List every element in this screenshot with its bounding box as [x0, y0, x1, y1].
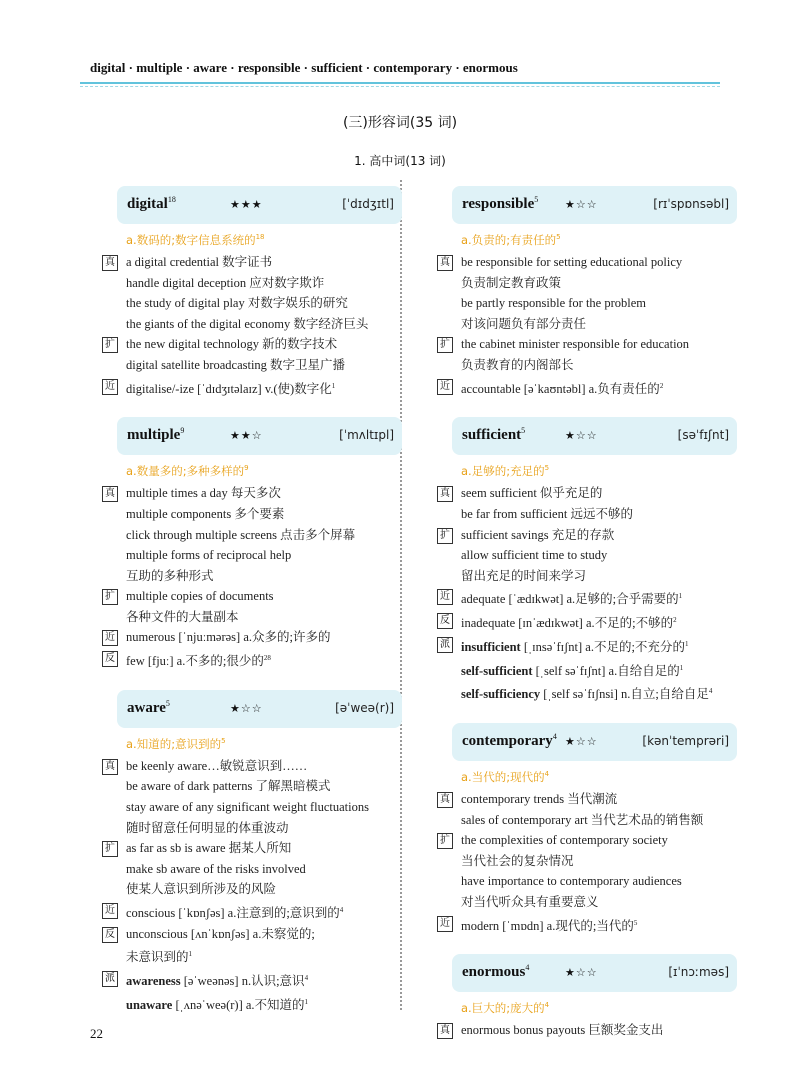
category-tag: 近 [102, 379, 118, 395]
word-card [452, 723, 737, 761]
column-divider [400, 180, 402, 1010]
phonetic: [əˈweə(r)] [335, 700, 394, 715]
example-line: 负责教育的内阁部长 [461, 357, 574, 372]
example-line: 反 few [fjuː] a.不多的;很少的$^{28}$ [102, 648, 387, 672]
category-tag: 近 [437, 379, 453, 395]
category-tag: 派 [437, 637, 453, 653]
word-entry [102, 186, 394, 399]
example-line: 对当代听众具有重要意义 [461, 895, 599, 909]
example-line: 负责制定教育政策 [461, 275, 562, 290]
definition-sup: 4 [544, 770, 550, 779]
word-entry [437, 954, 729, 1041]
example-line: 扩 the cabinet minister responsible for education [437, 334, 722, 355]
example-line: 扩 the complexities of contemporary society [437, 830, 722, 851]
definition-sup: 5 [544, 464, 550, 473]
example-line: 对该问题负有部分责任 [461, 316, 587, 331]
category-tag: 扩 [102, 337, 118, 353]
example-line: multiple components 多个要素 [126, 506, 285, 521]
definition: a.知道的;意识到的$^5$ [126, 736, 226, 751]
example-line: 真 enormous bonus payouts 巨额奖金支出 [437, 1020, 722, 1041]
word-card [117, 417, 402, 455]
running-header: digital · multiple · aware · responsible · sufficient · contemporary · enormous [90, 60, 518, 75]
example-line: 真 contemporary trends 当代潮流 [437, 789, 722, 810]
example-line: click through multiple screens 点击多个屏幕 [126, 527, 356, 542]
example-line: 真 a digital credential 数字证书 [102, 252, 387, 273]
line-sup: 28 [263, 654, 271, 663]
example-line: allow sufficient time to study [461, 548, 608, 563]
line-sup: 4 [304, 974, 309, 983]
derived-word: self-sufficient [461, 663, 533, 678]
line-sup: 1 [678, 592, 683, 601]
example-line: be aware of dark patterns 了解黑暗模式 [126, 779, 331, 794]
example-line: be far from sufficient 远远不够的 [461, 506, 633, 521]
line-sup: 2 [659, 381, 664, 390]
example-line: handle digital deception 应对数字欺诈 [126, 275, 325, 290]
example-line: 近 adequate [ˈædɪkwət] a.足够的;合乎需要的$^1$ [437, 586, 722, 610]
example-line: 真 seem sufficient 似乎充足的 [437, 483, 722, 504]
example-line: the study of digital play 对数字娱乐的研究 [126, 296, 348, 311]
example-line: 近 modern [ˈmɒdn] a.现代的;当代的$^5$ [437, 913, 722, 937]
right-column [437, 186, 729, 1059]
example-line: 扩 the new digital technology 新的数字技术 [102, 334, 387, 355]
example-line: 未意识到的$^1$ [126, 950, 193, 965]
word-entry [437, 417, 729, 705]
category-tag: 反 [102, 927, 118, 943]
definition: a.巨大的;庞大的$^4$ [461, 1001, 550, 1016]
frequency-sup: 4 [552, 732, 557, 742]
frequency-sup: 18 [167, 195, 176, 204]
category-tag: 反 [102, 651, 118, 667]
rating-stars: ★☆☆ [565, 429, 598, 443]
line-sup: 5 [633, 918, 638, 927]
category-tag: 真 [102, 486, 118, 502]
example-line: 派 awareness [əˈweənəs] n.认识;意识$^4$ [102, 968, 387, 992]
rating-stars: ★☆☆ [565, 966, 598, 980]
example-line: sales of contemporary art 当代艺术品的销售额 [461, 812, 704, 827]
rating-stars: ★☆☆ [565, 198, 598, 211]
example-line: 近 numerous [ˈnjuːmərəs] a.众多的;许多的 [102, 627, 387, 648]
definition-sup: 5 [221, 736, 226, 745]
definition: a.当代的;现代的$^4$ [461, 770, 550, 785]
word-entry [102, 417, 394, 672]
category-tag: 真 [437, 1023, 453, 1039]
sub-title: 1. 高中词(13 词) [354, 154, 446, 168]
category-tag: 近 [437, 916, 453, 932]
category-tag: 真 [437, 792, 453, 808]
category-tag: 真 [102, 255, 118, 271]
headword: digital$^{18}$ [127, 195, 176, 212]
category-tag: 扩 [437, 337, 453, 353]
category-tag: 真 [437, 486, 453, 502]
phonetic: [səˈfɪʃnt] [677, 428, 729, 443]
headword: responsible$^5$ [462, 195, 539, 212]
example-line: 当代社会的复杂情况 [461, 853, 574, 868]
rating-stars: ★★★ [230, 198, 263, 211]
line-sup: 1 [304, 997, 309, 1006]
definition-sup: 9 [244, 464, 249, 473]
word-card [117, 690, 402, 728]
example-line: 扩 sufficient savings 充足的存款 [437, 525, 722, 546]
word-card [452, 186, 737, 224]
definition: a.数量多的;多种多样的$^9$ [126, 464, 249, 479]
word-card [452, 954, 737, 992]
frequency-sup: 4 [525, 963, 530, 973]
phonetic: [ˈdɪdʒɪtl] [342, 197, 394, 211]
line-sup: 1 [331, 381, 336, 390]
line-sup: 1 [679, 663, 684, 672]
category-tag: 反 [437, 613, 453, 629]
example-line: 派 insufficient [ˌɪnsəˈfɪʃnt] a.不足的;不充分的$^1$ [437, 634, 722, 658]
category-tag: 真 [437, 255, 453, 271]
example-line: 近 digitalise/-ize [ˈdɪdʒɪtəlaɪz] v.(使)数字化$^1$ [102, 376, 387, 400]
headword: enormous$^4$ [462, 963, 530, 981]
derived-word: awareness [126, 974, 181, 989]
phonetic: [rɪˈspɒnsəbl] [653, 197, 729, 211]
example-line: 真 be responsible for setting educational policy [437, 252, 722, 273]
left-column [102, 186, 394, 1034]
phonetic: [kənˈtemprəri] [642, 734, 729, 749]
example-line: 近 accountable [əˈkaʊntəbl] a.负有责任的$^2$ [437, 376, 722, 400]
category-tag: 近 [102, 630, 118, 646]
header-rule-dashed [80, 86, 720, 87]
line-sup: 1 [188, 950, 193, 959]
page-number: 22 [90, 1026, 103, 1041]
definition-sup: 18 [255, 233, 265, 242]
line-sup: 2 [673, 616, 677, 625]
line-sup: 4 [708, 687, 713, 696]
headword: contemporary$^4$ [462, 732, 557, 750]
example-line: multiple forms of reciprocal help [126, 548, 292, 563]
word-entry [102, 690, 394, 1016]
phonetic: [ɪˈnɔːməs] [668, 965, 729, 980]
example-line: unaware [ˌʌnəˈweə(r)] a.不知道的$^1$ [126, 997, 309, 1012]
derived-word: insufficient [461, 639, 521, 654]
example-line: self-sufficiency [ˌself səˈfɪʃnsi] n.自立;自给自足$^4$ [461, 687, 713, 702]
derived-word: self-sufficiency [461, 687, 541, 702]
section-title: (三)形容词(35 词) [342, 115, 458, 131]
example-line: self-sufficient [ˌself səˈfɪʃnt] a.自给自足的$^1$ [461, 663, 684, 678]
example-line: 使某人意识到所涉及的风险 [126, 882, 277, 897]
category-tag: 扩 [437, 833, 453, 849]
example-line: 真 multiple times a day 每天多次 [102, 483, 387, 504]
example-line: 扩 as far as sb is aware 据某人所知 [102, 838, 387, 859]
word-entry [437, 723, 729, 936]
category-tag: 派 [102, 971, 118, 987]
word-entry [437, 186, 729, 399]
headword: sufficient$^5$ [462, 426, 526, 444]
word-card [452, 417, 737, 455]
headword: aware$^5$ [127, 698, 170, 716]
line-sup: 4 [339, 905, 344, 914]
category-tag: 扩 [437, 528, 453, 544]
example-line: 各种文件的大量副本 [126, 609, 239, 624]
example-line: 互助的多种形式 [126, 568, 214, 583]
rating-stars: ★☆☆ [565, 735, 598, 749]
example-line: 反 unconscious [ʌnˈkɒnʃəs] a.未察觉的; [102, 924, 387, 945]
category-tag: 真 [102, 759, 118, 775]
category-tag: 近 [437, 589, 453, 605]
category-tag: 扩 [102, 841, 118, 857]
rating-stars: ★★☆ [230, 429, 263, 443]
frequency-sup: 9 [180, 426, 185, 436]
example-line: have importance to contemporary audiences [461, 874, 682, 889]
definition: a.负责的;有责任的$^5$ [461, 233, 561, 247]
derived-word: unaware [126, 997, 173, 1012]
example-line: the giants of the digital economy 数字经济巨头 [126, 316, 369, 331]
line-sup: 1 [684, 639, 689, 648]
example-line: 随时留意任何明显的体重波动 [126, 820, 289, 835]
example-line: 真 be keenly aware…敏锐意识到…… [102, 756, 387, 777]
definition-sup: 4 [544, 1001, 550, 1010]
headword: multiple$^9$ [127, 426, 185, 444]
example-line: 反 inadequate [ɪnˈædɪkwət] a.不足的;不够的$^2$ [437, 610, 722, 634]
header-rule [80, 82, 720, 84]
definition-sup: 5 [556, 233, 561, 242]
example-line: 近 conscious [ˈkɒnʃəs] a.注意到的;意识到的$^4$ [102, 900, 387, 924]
example-line: digital satellite broadcasting 数字卫星广播 [126, 357, 346, 372]
frequency-sup: 5 [534, 195, 539, 204]
example-line: be partly responsible for the problem [461, 296, 647, 311]
category-tag: 近 [102, 903, 118, 919]
example-line: make sb aware of the risks involved [126, 861, 306, 876]
frequency-sup: 5 [521, 426, 526, 436]
example-line: 扩 multiple copies of documents [102, 586, 387, 607]
frequency-sup: 5 [165, 698, 170, 708]
example-line: stay aware of any significant weight fluctuations [126, 800, 369, 814]
definition: a.数码的;数字信息系统的$^{18}$ [126, 233, 265, 247]
rating-stars: ★☆☆ [230, 701, 263, 715]
phonetic: [ˈmʌltɪpl] [339, 428, 394, 443]
word-card [117, 186, 402, 224]
definition: a.足够的;充足的$^5$ [461, 464, 550, 479]
category-tag: 扩 [102, 589, 118, 605]
example-line: 留出充足的时间来学习 [461, 568, 587, 583]
